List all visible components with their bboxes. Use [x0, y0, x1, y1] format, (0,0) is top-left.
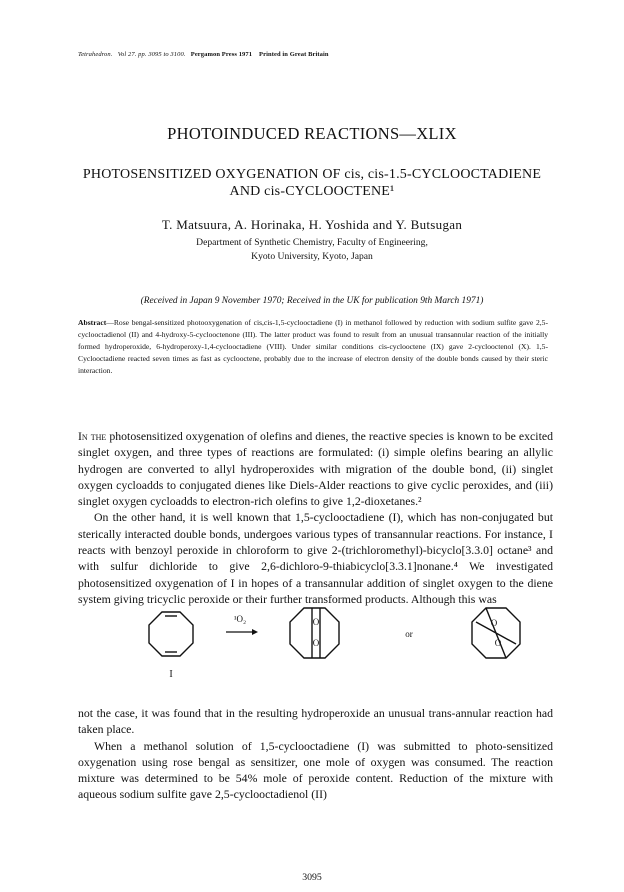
journal-header	[78, 51, 329, 58]
printed-in: Printed in Great Britain	[259, 51, 329, 58]
reagent-label: ¹O₂	[233, 614, 247, 624]
affiliation-line2: Kyoto University, Kyoto, Japan	[251, 251, 373, 262]
compound-label-I: I	[169, 669, 173, 680]
reaction-scheme	[0, 600, 624, 700]
paper-subtitle-line1: PHOTOSENSITIZED OXYGENATION OF cis, cis-1.5-CYCLOOCTADIENE	[82, 167, 542, 182]
oxygen-atom-label: O	[312, 638, 320, 648]
paragraph-4: When a methanol solution of 1,5-cyclooctadiene (I) was submitted to photo-sensitized oxygenation using rose bengal as sensitizer, one mole of oxygen was consumed. The reaction mixture was determined to be 54% mole of peroxide content. Reduction of the mixture with aqueous sodium sulfite gave 2,5-cyclooctadienol (II)	[78, 738, 553, 802]
oxygen-atom-label: O	[312, 617, 320, 627]
paragraph-1	[78, 428, 553, 509]
paper-title: PHOTOINDUCED REACTIONS—XLIX	[167, 124, 457, 143]
authors: T. Matsuura, A. Horinaka, H. Yoshida and Y. Butsugan	[161, 217, 463, 232]
paragraph-3: not the case, it was found that in the resulting hydroperoxide an unusual trans-annular reaction had taken place.	[78, 706, 553, 737]
cyclooctadiene-structure	[149, 612, 193, 656]
abstract-label: Abstract	[78, 318, 107, 327]
received-dates: (Received in Japan 9 November 1970; Received in the UK for publication 9th March 1971)	[140, 296, 484, 306]
bicyclic-peroxide-structure	[290, 608, 339, 658]
tricyclic-peroxide-structure	[472, 608, 520, 658]
oxygen-atom-label: O	[490, 618, 498, 628]
results-paragraph-block	[78, 705, 553, 803]
paragraph-2: On the other hand, it is well known that 1,5-cyclooctadiene (I), which has non-conjugated but sterically interacted double bonds, undergoes various types of transannular reactions. For instance, I reacts with benzoyl peroxide in chloroform to give 2-(trichloromethyl)-bicyclo[3.3.0] octane³ and with sulfur dichloride to give 2,6-dichloro-9-thiabicyclo[3.3.1]nonane.⁴ We investigated photosensitized oxygenation of I in hopes of a transannular addition of singlet oxygen to the diene system giving tricyclic peroxide or their further transformed products. Although this was	[78, 510, 553, 606]
volume-pages: Vol 27. pp. 3095 to 3100.	[117, 51, 186, 58]
abstract	[78, 317, 548, 377]
or-label: or	[405, 629, 413, 639]
paragraph-1-text: photosensitized oxygenation of olefins and dienes, the reactive species is known to be excited singlet oxygen, and three types of reactions are formulated: (i) simple olefins bearing an allylic hydrogen are converted to allyl hydroperoxides with migration of the double bond, (ii) singlet oxygen cycloadds to conjugated dienes like Diels-Alder reactions to give cyclic peroxides, and (iii) singlet oxygen cycloadds to electron-rich olefins to give 1,2-dioxetanes.²	[78, 429, 553, 509]
journal-name: Tetrahedron.	[78, 51, 113, 58]
paper-subtitle-line2: AND cis-CYCLOOCTENE¹	[229, 184, 395, 199]
publisher: Pergamon Press 1971	[190, 51, 253, 58]
abstract-text: —Rose bengal-sensitized photooxygenation of cis,cis-1,5-cyclooctadiene (I) in methanol followed by reduction with sodium sulfite gave 2,5-cyclooctadienol (II) and 4-hydroxy-5-cyclooctenone (III). The latter product was found to result from an unusual transannular reaction of the initially formed hydroperoxide, 6-hydroperoxy-1,4-cyclooctadiene (VIII). Under similar conditions cis-cyclooctene (IX) gave 2-cyclooctenol (X). 1,5-Cyclooctadiene reacted seven times as fast as cyclooctene, probably due to the increase of electron density of the double bonds caused by their steric interaction.	[78, 318, 548, 376]
paragraph-1-lead: In the	[78, 429, 107, 443]
affiliation-line1: Department of Synthetic Chemistry, Faculty of Engineering,	[196, 237, 428, 248]
page-number: 3095	[302, 872, 322, 883]
oxygen-atom-label: O	[494, 638, 502, 648]
intro-paragraph-block	[78, 428, 553, 607]
reaction-arrow	[226, 629, 258, 635]
